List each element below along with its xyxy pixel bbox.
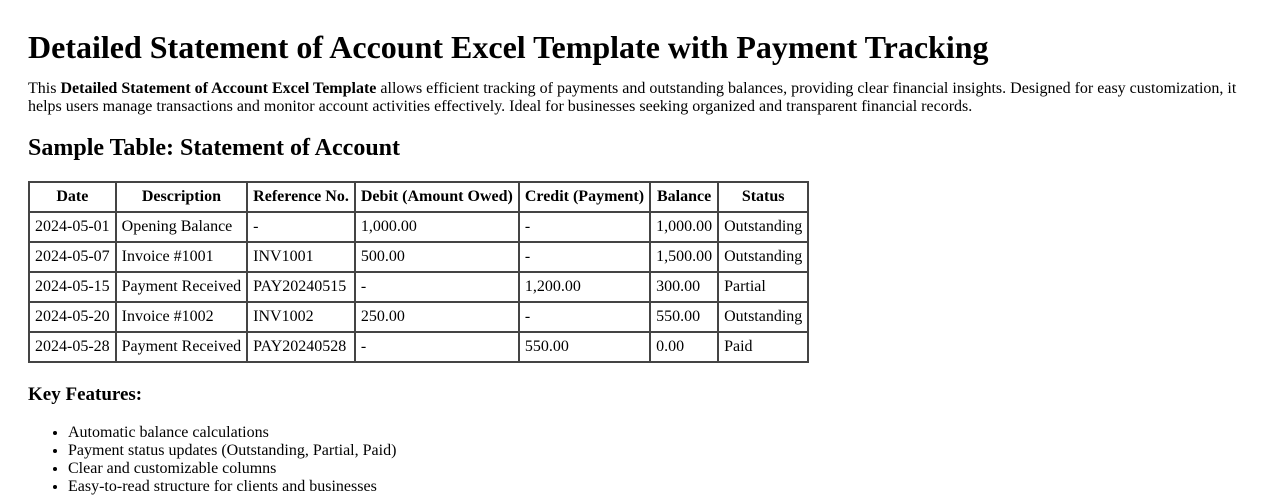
cell-description: Payment Received — [116, 272, 248, 302]
cell-credit: 1,200.00 — [519, 272, 650, 302]
cell-credit: - — [519, 212, 650, 242]
cell-credit: 550.00 — [519, 332, 650, 362]
cell-debit: - — [355, 332, 519, 362]
cell-date: 2024-05-01 — [29, 212, 116, 242]
table-row — [29, 302, 808, 332]
cell-status: Outstanding — [718, 212, 808, 242]
cell-balance: 1,500.00 — [650, 242, 718, 272]
cell-reference: PAY20240528 — [247, 332, 355, 362]
cell-reference: PAY20240515 — [247, 272, 355, 302]
feature-item: • Payment status updates (Outstanding, Partial, Paid) — [68, 442, 1250, 460]
cell-balance: 1,000.00 — [650, 212, 718, 242]
cell-balance: 300.00 — [650, 272, 718, 302]
features-list — [28, 424, 1250, 496]
cell-date: 2024-05-28 — [29, 332, 116, 362]
cell-status: Outstanding — [718, 242, 808, 272]
cell-date: 2024-05-15 — [29, 272, 116, 302]
table-header-row — [29, 182, 808, 212]
feature-item: • Clear and customizable columns — [68, 460, 1250, 478]
cell-description: Opening Balance — [116, 212, 248, 242]
cell-credit: - — [519, 302, 650, 332]
intro-paragraph — [28, 80, 1250, 116]
cell-description: Invoice #1002 — [116, 302, 248, 332]
intro-prefix: This — [28, 80, 61, 97]
cell-debit: 250.00 — [355, 302, 519, 332]
column-header-date: Date — [29, 182, 116, 212]
cell-description: Invoice #1001 — [116, 242, 248, 272]
cell-debit: - — [355, 272, 519, 302]
cell-status: Outstanding — [718, 302, 808, 332]
table-row — [29, 242, 808, 272]
features-heading: Key Features: — [28, 384, 143, 405]
table-row — [29, 332, 808, 362]
cell-status: Paid — [718, 332, 808, 362]
cell-debit: 1,000.00 — [355, 212, 519, 242]
column-header-credit: Credit (Payment) — [519, 182, 650, 212]
page-title: Detailed Statement of Account Excel Template with Payment Tracking — [28, 29, 989, 65]
cell-description: Payment Received — [116, 332, 248, 362]
feature-item: • Automatic balance calculations — [68, 424, 1250, 442]
table-row — [29, 212, 808, 242]
cell-balance: 550.00 — [650, 302, 718, 332]
table-row — [29, 272, 808, 302]
cell-date: 2024-05-20 — [29, 302, 116, 332]
intro-bold-title: Detailed Statement of Account Excel Template — [60, 80, 377, 97]
column-header-balance: Balance — [650, 182, 718, 212]
cell-balance: 0.00 — [650, 332, 718, 362]
column-header-description: Description — [116, 182, 248, 212]
cell-status: Partial — [718, 272, 808, 302]
cell-reference: INV1002 — [247, 302, 355, 332]
cell-credit: - — [519, 242, 650, 272]
table-heading: Sample Table: Statement of Account — [28, 135, 400, 161]
cell-reference: - — [247, 212, 355, 242]
column-header-reference: Reference No. — [247, 182, 355, 212]
column-header-debit: Debit (Amount Owed) — [355, 182, 519, 212]
cell-reference: INV1001 — [247, 242, 355, 272]
intro-suffix: allows efficient tracking of payments and outstanding balances, providing clear financial insights. Designed for easy customization, it helps users manage transactions and monitor account activities effectively. Ideal for businesses seeking organized and transparent financial records. — [28, 80, 1237, 115]
statement-table — [28, 181, 809, 363]
column-header-status: Status — [718, 182, 808, 212]
cell-debit: 500.00 — [355, 242, 519, 272]
feature-item: • Easy-to-read structure for clients and businesses — [68, 478, 1250, 496]
cell-date: 2024-05-07 — [29, 242, 116, 272]
